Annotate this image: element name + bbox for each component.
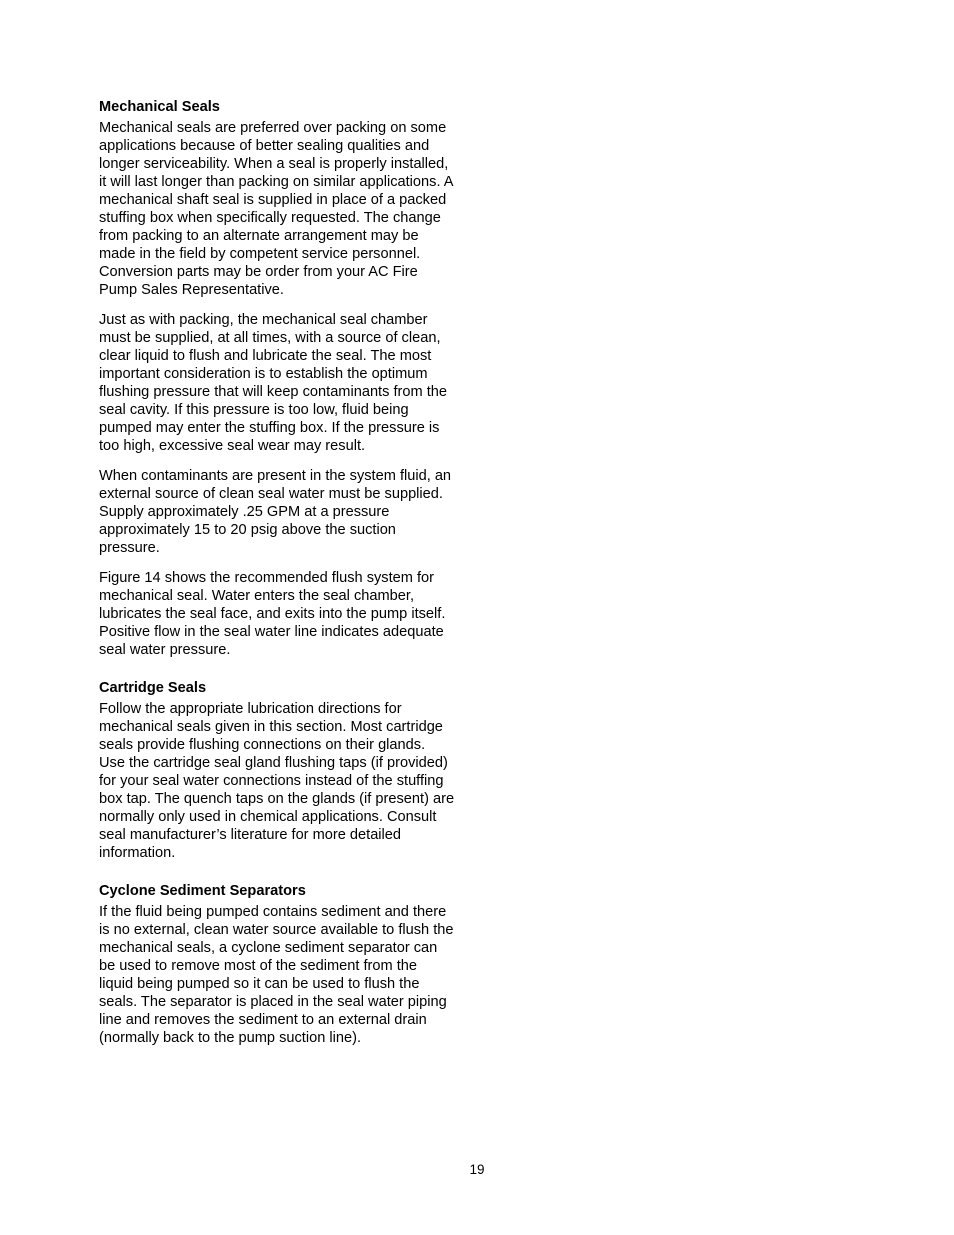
- section-heading: Cyclone Sediment Separators: [99, 883, 306, 899]
- paragraph: When contaminants are present in the system fluid, an external source of clean seal water must be supplied. Supply approximately .25 GPM at a pressure approximately 15 to 20 psig above the suction pressure.: [99, 468, 452, 556]
- paragraph: Just as with packing, the mechanical seal chamber must be supplied, at all times, with a source of clean, clear liquid to flush and lubricate the seal. The most important consideration is to establish the optimum flushing pressure that will keep contaminants from the seal cavity. If this pressure is too low, fluid being pumped may enter the stuffing box. If the pressure is too high, excessive seal wear may result.: [99, 312, 447, 454]
- section-heading: Mechanical Seals: [99, 99, 220, 115]
- text-column: [99, 97, 455, 1047]
- paragraph: Figure 14 shows the recommended flush system for mechanical seal. Water enters the seal chamber, lubricates the seal face, and exits into the pump itself. Positive flow in the seal water line indicates adequate seal water pressure.: [99, 570, 446, 658]
- section-heading: Cartridge Seals: [99, 680, 207, 696]
- paragraph: If the fluid being pumped contains sediment and there is no external, clean water source available to flush the mechanical seals, a cyclone sediment separator can be used to remove most of the sediment from the liquid being pumped so it can be used to flush the seals. The separator is placed in the seal water piping line and removes the sediment to an external drain (normally back to the pump suction line).: [99, 904, 454, 1046]
- section-cyclone-sediment-separators: [99, 881, 455, 1047]
- section-cartridge-seals: [99, 678, 455, 862]
- paragraph: Follow the appropriate lubrication directions for mechanical seals given in this section. Most cartridge seals provide flushing connections on their glands. Use the cartridge seal gland flushing taps (if provided) for your seal water connections instead of the stuffing box tap. The quench taps on the glands (if present) are normally only used in chemical applications. Consult seal manufacturer’s literature for more detailed information.: [99, 701, 455, 861]
- paragraph: Mechanical seals are preferred over packing on some applications because of better sealing qualities and longer serviceability. When a seal is properly installed, it will last longer than packing on similar applications. A mechanical shaft seal is supplied in place of a packed stuffing box when specifically requested. The change from packing to an alternate arrangement may be made in the field by competent service personnel. Conversion parts may be order from your AC Fire Pump Sales Representative.: [99, 120, 453, 298]
- page-number: 19: [469, 1162, 485, 1177]
- section-mechanical-seals: [99, 97, 455, 659]
